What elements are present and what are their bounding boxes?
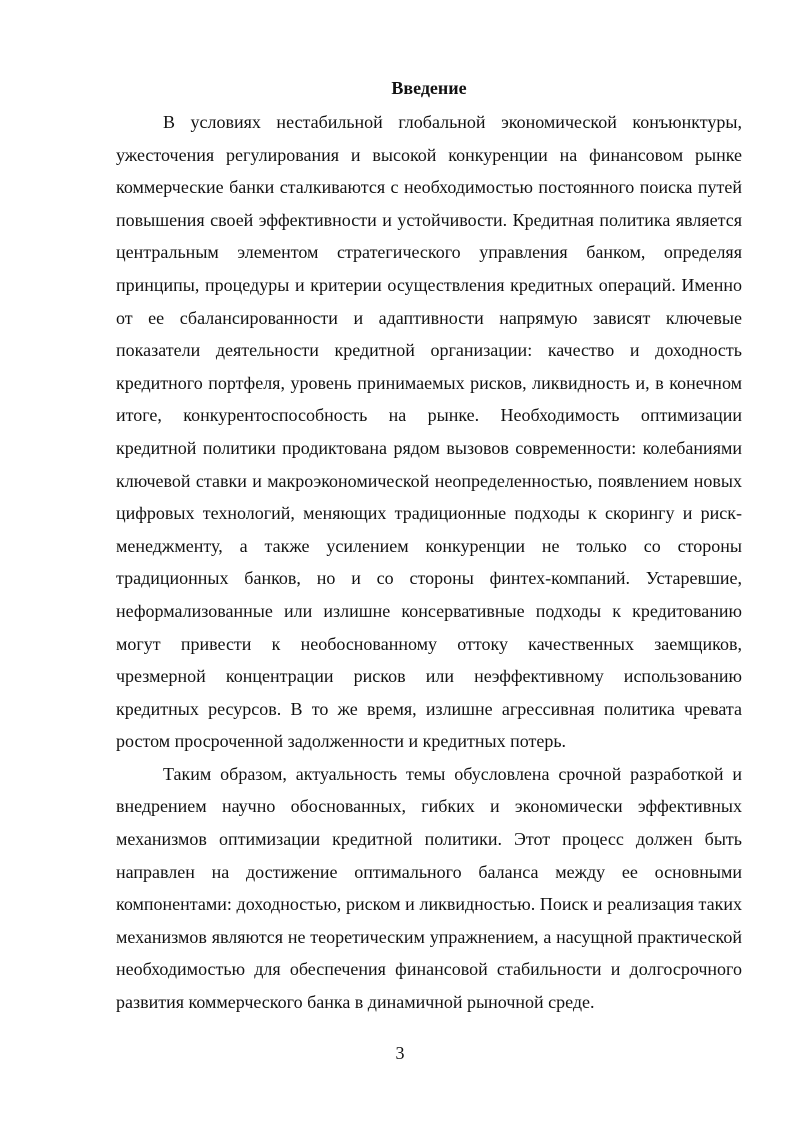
section-heading: Введение [391,78,467,98]
paragraph-relevance-conclusion: Таким образом, актуальность темы обусловлена срочной разработкой и внедрением научно обоснованных, гибких и экономически эффективных механизмов оптимизации кредитной политики. Этот процесс должен быть направлен на достижение оптимального баланса между ее основными компонентами: доходностью, риском и ликвидностью. Поиск и реализация таких механизмов являются не теоретическим упражнением, а насущной практической необходимостью для обеспечения финансовой стабильности и долгосрочного развития коммерческого банка в динамичной рыночной среде. [116,763,742,1013]
page-content [116,74,742,1019]
page-number: 3 [395,1043,405,1063]
paragraph-relevance-context: В условиях нестабильной глобальной экономической конъюнктуры, ужесточения регулирования и высокой конкуренции на финансовом рынке коммерческие банки сталкиваются с необходимостью постоянного поиска путей повышения своей эффективности и устойчивости. Кредитная политика является центральным элементом стратегического управления банком, определяя принципы, процедуры и критерии осуществления кредитных операций. Именно от ее сбалансированности и адаптивности напрямую зависят ключевые показатели деятельности кредитной организации: качество и доходность кредитного портфеля, уровень принимаемых рисков, ликвидность и, в конечном итоге, конкурентоспособность на рынке. Необходимость оптимизации кредитной политики продиктована рядом вызовов современности: колебаниями ключевой ставки и макроэкономической неопределенностью, появлением новых цифровых технологий, меняющих традиционные подходы к скорингу и риск-менеджменту, а также усилением конкуренции не только со стороны традиционных банков, но и со стороны финтех-компаний. Устаревшие, неформализованные или излишне консервативные подходы к кредитованию могут привести к необоснованному оттоку качественных заемщиков, чрезмерной концентрации рисков или неэффективному использованию кредитных ресурсов. В то же время, излишне агрессивная политика чревата ростом просроченной задолженности и кредитных потерь. [116,112,742,752]
